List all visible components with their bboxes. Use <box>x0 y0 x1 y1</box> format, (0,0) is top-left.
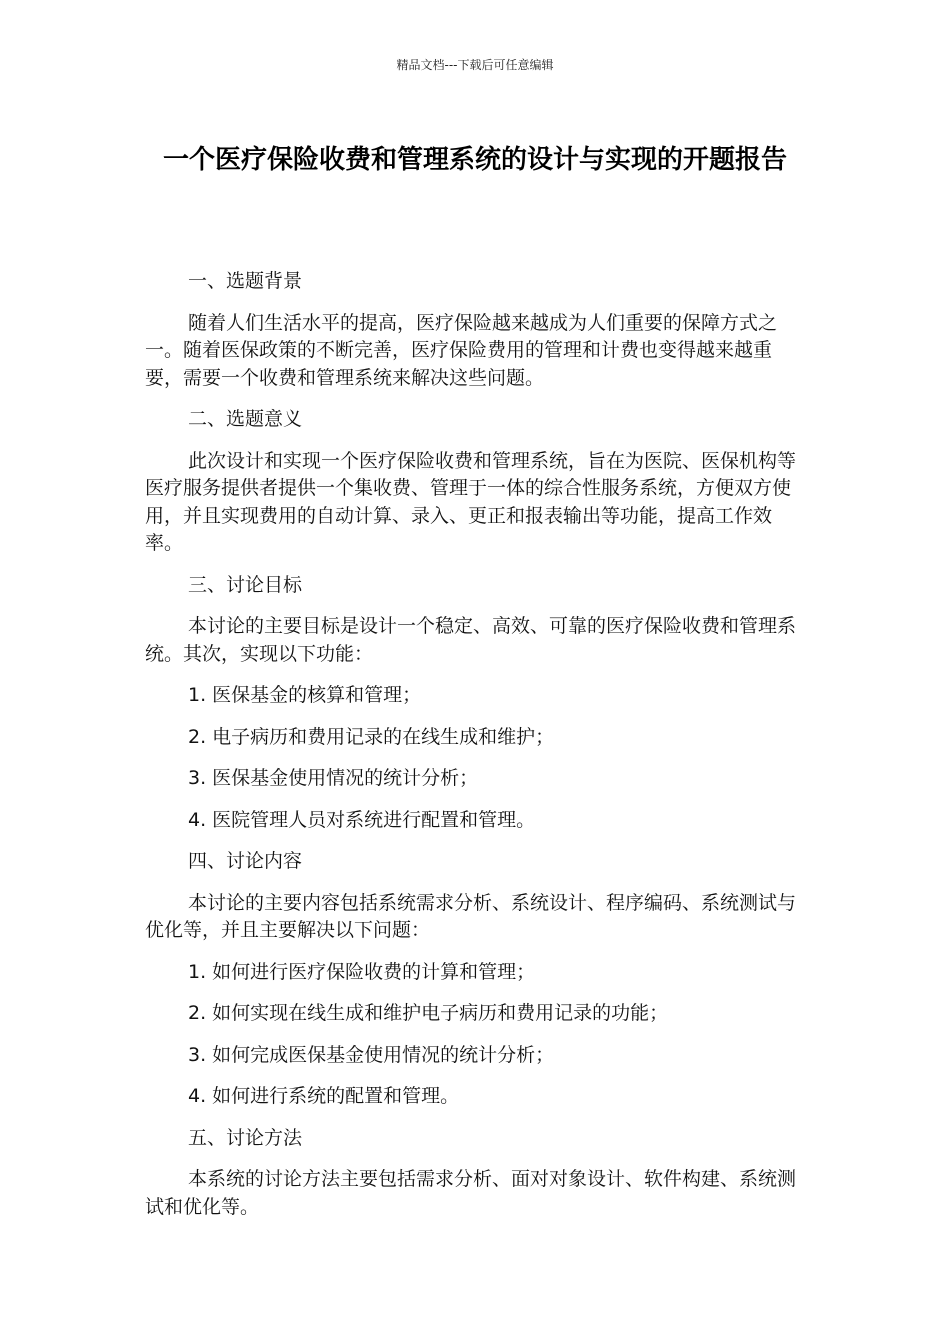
list-item: 1. 医保基金的核算和管理； <box>188 684 422 706</box>
section-heading-significance: 二、选题意义 <box>188 408 303 430</box>
paragraph-significance: 此次设计和实现一个医疗保险收费和管理系统，旨在为医院、医保机构等医疗服务提供者提供一个集收费、管理于一体的综合性服务系统，方便双方使用，并且实现费用的自动计算、录入、更正和报表输出等功能，提高工作效率。 <box>145 449 797 554</box>
paragraph-content: 本讨论的主要内容包括系统需求分析、系统设计、程序编码、系统测试与优化等，并且主要解决以下问题： <box>145 891 797 941</box>
list-item: 4. 医院管理人员对系统进行配置和管理。 <box>188 808 536 831</box>
page-header: 精品文档---下载后可任意编辑 <box>396 58 554 72</box>
document-title: 一个医疗保险收费和管理系统的设计与实现的开题报告 <box>162 145 787 175</box>
paragraph-objectives: 本讨论的主要目标是设计一个稳定、高效、可靠的医疗保险收费和管理系统。其次，实现以下功能： <box>145 615 797 665</box>
paragraph-background: 随着人们生活水平的提高，医疗保险越来越成为人们重要的保障方式之一。随着医保政策的不断完善，医疗保险费用的管理和计费也变得越来越重要，需要一个收费和管理系统来解决这些问题。 <box>145 311 778 389</box>
section-heading-background: 一、选题背景 <box>188 270 303 292</box>
section-heading-content: 四、讨论内容 <box>188 850 303 872</box>
list-item: 1. 如何进行医疗保险收费的计算和管理； <box>188 960 536 983</box>
list-item: 2. 电子病历和费用记录的在线生成和维护； <box>188 725 555 748</box>
list-item: 4. 如何进行系统的配置和管理。 <box>188 1085 460 1107</box>
document-body <box>145 268 805 1235</box>
list-item: 2. 如何实现在线生成和维护电子病历和费用记录的功能； <box>188 1002 669 1024</box>
list-item: 3. 如何完成医保基金使用情况的统计分析； <box>188 1043 555 1066</box>
section-heading-objectives: 三、讨论目标 <box>188 573 303 596</box>
paragraph-methods: 本系统的讨论方法主要包括需求分析、面对对象设计、软件构建、系统测试和优化等。 <box>145 1168 797 1218</box>
list-item: 3. 医保基金使用情况的统计分析； <box>188 767 479 789</box>
section-heading-methods: 五、讨论方法 <box>188 1126 303 1149</box>
